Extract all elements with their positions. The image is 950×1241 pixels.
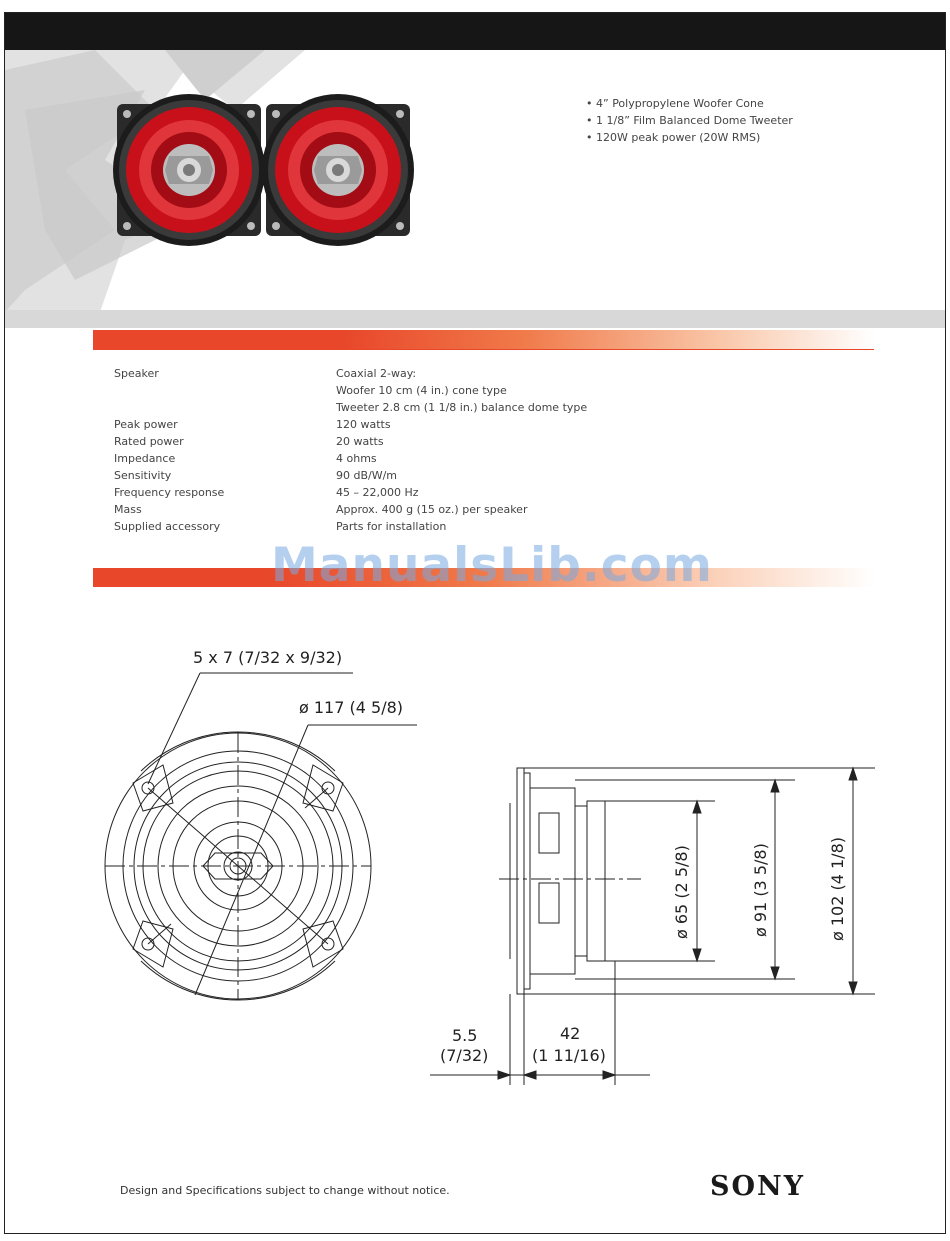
- front-view-drawing: [105, 673, 417, 1000]
- spec-value: 20 watts: [336, 435, 384, 448]
- dim-depth-in: (1 11/16): [532, 1046, 606, 1065]
- feature-item: • 1 1/8” Film Balanced Dome Tweeter: [586, 112, 793, 129]
- spec-value: 90 dB/W/m: [336, 469, 398, 482]
- dim-flange-in: (7/32): [440, 1046, 489, 1065]
- spec-value: Parts for installation: [336, 520, 447, 533]
- side-view-drawing: [430, 768, 875, 1085]
- watermark: ManualsLib.com: [271, 538, 713, 593]
- spec-label: Sensitivity: [114, 469, 172, 482]
- sony-logo: SONY: [710, 1171, 805, 1202]
- spec-value: 4 ohms: [336, 452, 377, 465]
- spec-value: Woofer 10 cm (4 in.) cone type: [336, 384, 507, 397]
- spec-value: Coaxial 2-way:: [336, 367, 417, 380]
- spec-value: 120 watts: [336, 418, 391, 431]
- spec-label: Speaker: [114, 367, 159, 380]
- feature-item: • 4” Polypropylene Woofer Cone: [586, 95, 793, 112]
- dim-magnet-diameter: ø 65 (2 5/8): [672, 845, 691, 939]
- spec-label: Supplied accessory: [114, 520, 221, 533]
- spec-label: Impedance: [114, 452, 176, 465]
- dim-depth-mm: 42: [560, 1024, 581, 1043]
- feature-item: • 120W peak power (20W RMS): [586, 129, 793, 146]
- spec-value: Approx. 400 g (15 oz.) per speaker: [336, 503, 528, 516]
- spec-label: Peak power: [114, 418, 178, 431]
- dim-mount-hole: 5 x 7 (7/32 x 9/32): [193, 648, 343, 667]
- spec-value: Tweeter 2.8 cm (1 1/8 in.) balance dome type: [336, 401, 588, 414]
- dim-overall-diameter: ø 102 (4 1/8): [828, 837, 847, 941]
- spec-label: Frequency response: [114, 486, 225, 499]
- dim-outer-diameter: ø 117 (4 5/8): [299, 698, 403, 717]
- disclaimer-note: Design and Specifications subject to change without notice.: [120, 1184, 450, 1197]
- spec-sheet: [4, 12, 946, 1234]
- spec-label: Rated power: [114, 435, 184, 448]
- spec-label: Mass: [114, 503, 142, 516]
- dim-frame-diameter: ø 91 (3 5/8): [751, 843, 770, 937]
- spec-value: 45 – 22,000 Hz: [336, 486, 419, 499]
- dim-flange-mm: 5.5: [452, 1026, 478, 1045]
- dimension-drawing: [5, 13, 946, 1234]
